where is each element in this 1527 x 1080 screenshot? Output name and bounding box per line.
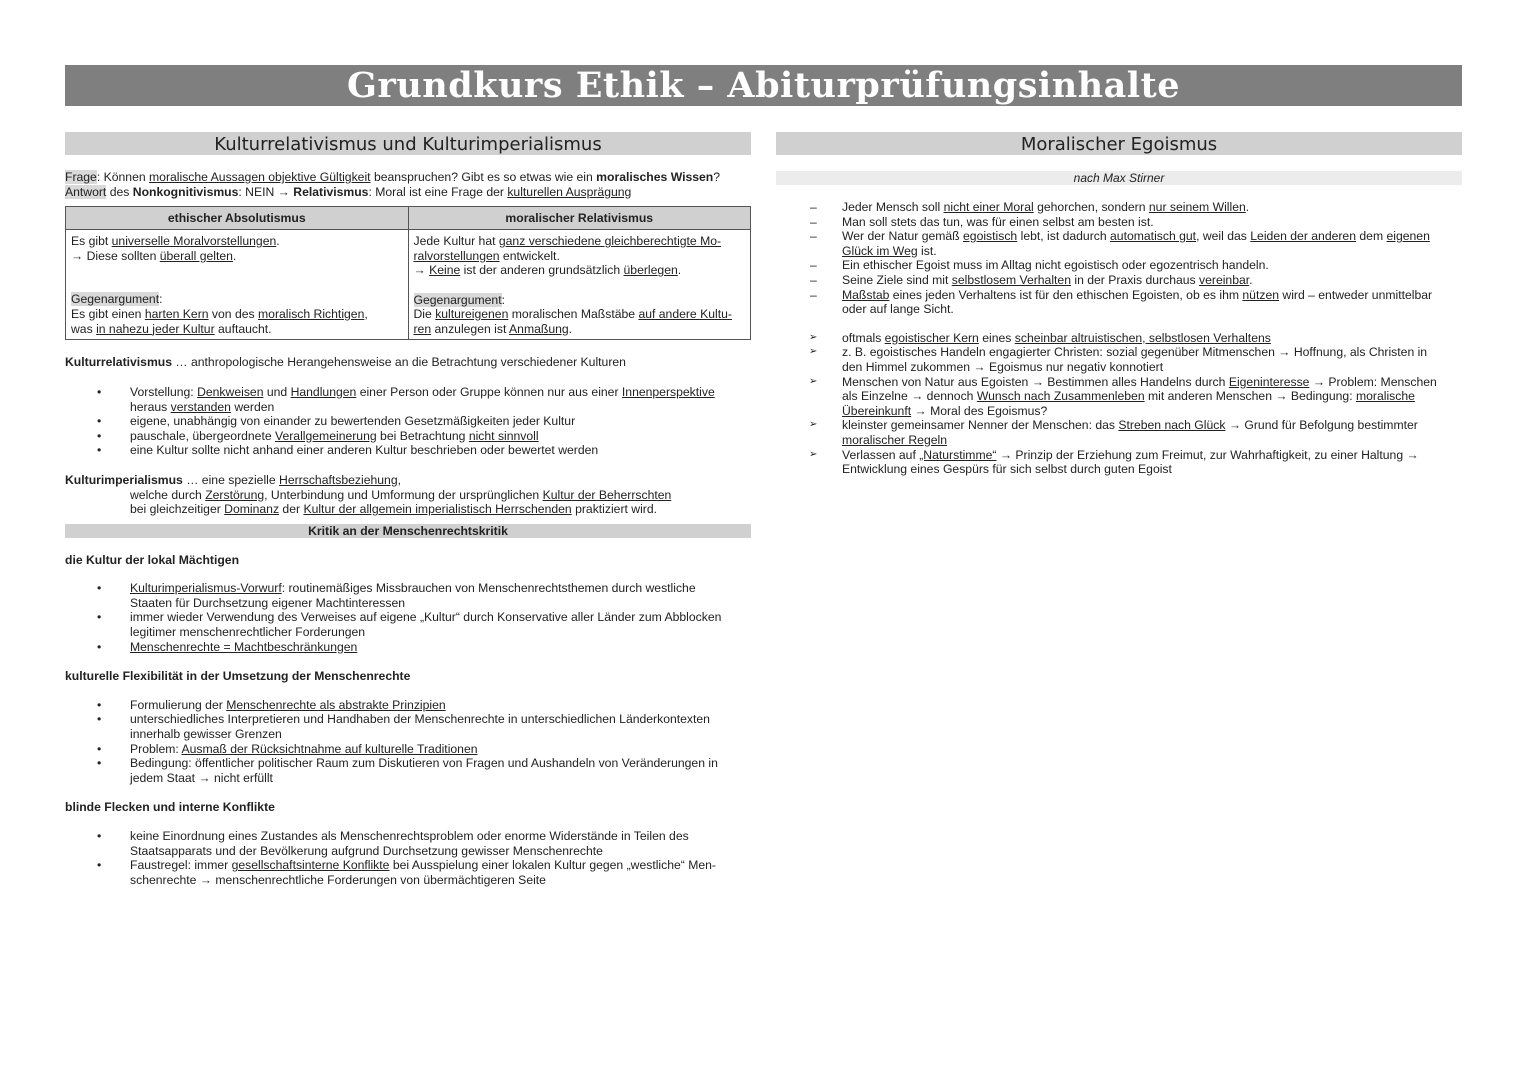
list-item bbox=[65, 581, 751, 610]
text: der bbox=[279, 502, 304, 517]
maechtige-list bbox=[65, 581, 751, 654]
text: nicht sinnvoll bbox=[468, 428, 539, 443]
text: welche durch bbox=[130, 487, 206, 502]
text: legitimer menschenrechtlicher Forderungen bbox=[130, 625, 366, 640]
list-item bbox=[65, 443, 751, 458]
text: nur seinem Willen bbox=[1148, 200, 1246, 214]
list-item bbox=[776, 215, 1462, 230]
list-item bbox=[65, 756, 751, 785]
text: Denkweisen bbox=[197, 384, 264, 399]
comparison-table bbox=[65, 206, 751, 340]
text: Ein ethischer Egoist muss im Alltag nicht egoistisch oder egozentrisch handeln. bbox=[842, 258, 1269, 273]
text: … anthropologische Herangehensweise an die Betrachtung verschiedener Kulturen bbox=[172, 355, 626, 370]
text: Kulturimperialismus bbox=[65, 472, 183, 487]
text: Man soll stets das tun, was für einen selbst am besten ist. bbox=[842, 214, 1154, 229]
text: werden bbox=[230, 399, 275, 414]
text: pauschale, übergeordnete bbox=[130, 428, 276, 443]
text: : bbox=[501, 292, 505, 307]
text: Problem: bbox=[130, 741, 182, 756]
text: nicht einer Moral bbox=[943, 200, 1034, 214]
list-item bbox=[65, 829, 751, 858]
group-heading-blinde-flecken: blinde Flecken und interne Konflikte bbox=[65, 800, 275, 815]
text: einer Person oder Gruppe können nur aus einer bbox=[356, 384, 622, 399]
text: Menschenrechte als abstrakte Prinzipien bbox=[226, 697, 446, 712]
text: Anmaßung bbox=[509, 321, 569, 336]
text: Kulturimperialismus-Vorwurf bbox=[130, 581, 282, 596]
text: ? bbox=[713, 170, 721, 184]
text: Jeder Mensch soll bbox=[842, 200, 944, 214]
text: : routinemäßiges Missbrauchen von Menschenrechtsthemen durch westliche bbox=[281, 581, 696, 596]
text: in der Praxis durchaus bbox=[1070, 272, 1200, 287]
text: moralischer Regeln bbox=[842, 432, 947, 447]
text: harten Kern bbox=[144, 306, 209, 321]
text: Es gibt bbox=[71, 234, 112, 249]
text: Staaten für Durchsetzung eigener Machtinteressen bbox=[130, 595, 406, 610]
text: Relativismus bbox=[293, 184, 369, 199]
text: vereinbar bbox=[1199, 272, 1250, 287]
text: Dominanz bbox=[224, 502, 280, 517]
text: dem bbox=[1356, 229, 1387, 244]
frage-line bbox=[65, 170, 751, 185]
text: keine Einordnung eines Zustandes als Menschenrechtsproblem oder enorme Widerstände in Teilen des bbox=[130, 829, 689, 843]
list-item bbox=[65, 698, 751, 713]
text: oder auf lange Sicht. bbox=[842, 302, 954, 317]
text: und bbox=[263, 384, 291, 399]
text: z. B. egoistisches Handeln engagierter Christen: sozial gegenüber Mitmenschen → Hoffnung, als Christen in bbox=[842, 345, 1428, 360]
text: : Moral ist eine Frage der bbox=[368, 184, 508, 199]
text: → Moral des Egoismus? bbox=[911, 403, 1048, 418]
text: Kulturrelativismus bbox=[65, 355, 173, 370]
section-title-egoismus: Moralischer Egoismus bbox=[776, 132, 1462, 155]
text: egoistischer Kern bbox=[884, 330, 979, 345]
text: . bbox=[1249, 272, 1253, 287]
text: eigenen bbox=[1386, 229, 1430, 244]
text: Verallgemeinerung bbox=[275, 428, 377, 443]
text: Herrschaftsbeziehung bbox=[279, 472, 398, 487]
text: wird – entweder unmittelbar bbox=[1279, 287, 1433, 302]
kulturimperialismus-definition bbox=[65, 473, 751, 517]
text: kulturellen Ausprägung bbox=[507, 184, 632, 199]
text: gehorchen, sondern bbox=[1033, 200, 1149, 214]
text: mit anderen Menschen → Bedingung: bbox=[1144, 389, 1356, 404]
text: Streben nach Glück bbox=[1118, 418, 1226, 433]
text: bei Betrachtung bbox=[376, 428, 469, 443]
text: beanspruchen? Gibt es so etwas wie ein bbox=[370, 170, 597, 184]
text: eigene, unabhängig von einander zu bewertenden Gesetzmäßigkeiten jeder Kultur bbox=[130, 414, 576, 429]
list-item bbox=[776, 288, 1462, 317]
text: → Grund für Befolgung bestimmter bbox=[1225, 418, 1418, 433]
text: egoistisch bbox=[963, 229, 1018, 244]
text: . bbox=[232, 248, 237, 263]
list-item bbox=[776, 345, 1462, 374]
text: … eine spezielle bbox=[182, 472, 280, 487]
text: praktiziert wird. bbox=[571, 502, 658, 517]
group-heading-maechtige: die Kultur der lokal Mächtigen bbox=[65, 552, 240, 567]
list-item bbox=[65, 742, 751, 757]
list-item bbox=[776, 273, 1462, 288]
text: Übereinkunft bbox=[842, 403, 912, 418]
text: , bbox=[397, 472, 401, 487]
text: Innenperspektive bbox=[621, 384, 715, 399]
flexibilitaet-list bbox=[65, 698, 751, 786]
text: Formulierung der bbox=[130, 697, 227, 712]
text: , bbox=[364, 306, 368, 321]
text: den Himmel zukommen → Egoismus nur negativ konnotiert bbox=[842, 359, 1164, 374]
frage-antwort bbox=[65, 170, 751, 199]
text: Glück im Weg bbox=[842, 243, 918, 258]
text: : Können bbox=[96, 170, 150, 184]
list-item bbox=[776, 200, 1462, 215]
text: Nonkognitivismus bbox=[132, 184, 239, 199]
text: auftaucht. bbox=[214, 321, 272, 336]
text: moralisches Wissen bbox=[596, 170, 714, 184]
text: gesellschaftsinterne Konflikte bbox=[231, 858, 390, 873]
text: . bbox=[1245, 200, 1250, 214]
list-item bbox=[65, 610, 751, 639]
text: . bbox=[568, 321, 573, 336]
text: eines bbox=[978, 330, 1015, 345]
list-item bbox=[776, 448, 1462, 477]
text: Es gibt einen bbox=[71, 306, 145, 321]
text: kleinster gemeinsamer Nenner der Menschen: das bbox=[842, 418, 1119, 433]
list-item bbox=[65, 712, 751, 741]
text: was bbox=[71, 321, 97, 336]
text: innerhalb gewisser Grenzen bbox=[130, 727, 282, 742]
section-title-kulturrelativismus: Kulturrelativismus und Kulturimperialismus bbox=[65, 132, 751, 155]
text: jedem Staat → nicht erfüllt bbox=[130, 770, 273, 785]
text: bei Ausspielung einer lokalen Kultur gegen „westliche“ Men- bbox=[389, 858, 716, 873]
list-item bbox=[776, 375, 1462, 419]
text: „Naturstimme“ bbox=[919, 447, 997, 462]
subtitle-stirner: nach Max Stirner bbox=[776, 171, 1462, 185]
text: lebt, ist dadurch bbox=[1017, 229, 1111, 244]
text: moralische bbox=[1356, 389, 1415, 404]
blinde-flecken-list bbox=[65, 829, 751, 887]
text: Vorstellung: bbox=[130, 384, 198, 399]
text: moralischen Maßstäbe bbox=[508, 307, 639, 322]
egoismus-arrow-list bbox=[776, 331, 1462, 477]
text: Zerstörung bbox=[205, 487, 265, 502]
right-column bbox=[776, 132, 1462, 477]
text: ganz verschiedene gleichberechtigte Mo- bbox=[498, 234, 722, 249]
text: Menschenrechte = Machtbeschränkungen bbox=[130, 639, 358, 654]
antwort-line bbox=[65, 185, 751, 200]
text: moralisch Richtigen bbox=[258, 306, 365, 321]
text: Keine bbox=[429, 263, 461, 278]
text: Staatsapparats und der Bevölkerung aufgrund Durchsetzung gewisser Menschenrechte bbox=[130, 843, 603, 858]
kulturrelativismus-list bbox=[65, 385, 751, 458]
text: Entwicklung eines Gespürs für sich selbst durch guten Egoist bbox=[842, 462, 1172, 477]
list-item bbox=[65, 640, 751, 655]
table-head-absolutismus: ethischer Absolutismus bbox=[66, 207, 409, 230]
text: Wunsch nach Zusammenleben bbox=[976, 389, 1145, 404]
text: Faustregel: immer bbox=[130, 858, 232, 873]
text: in nahezu jeder Kultur bbox=[96, 321, 215, 336]
egoismus-dash-list bbox=[776, 200, 1462, 317]
left-column bbox=[65, 132, 751, 887]
text: Handlungen bbox=[290, 384, 357, 399]
text: → bbox=[413, 263, 430, 278]
page-banner: Grundkurs Ethik – Abiturprüfungsinhalte bbox=[65, 65, 1462, 106]
kulturrelativismus-definition bbox=[65, 355, 751, 370]
text: → Diese sollten bbox=[71, 248, 160, 263]
text: ren bbox=[413, 321, 432, 336]
text: bei gleichzeitiger bbox=[130, 502, 225, 517]
text: überall gelten bbox=[159, 248, 233, 263]
text: von des bbox=[208, 306, 259, 321]
text: ist der anderen grundsätzlich bbox=[460, 263, 624, 278]
frage-label: Frage bbox=[65, 170, 97, 184]
text: Kultur der Beherrschten bbox=[542, 487, 672, 502]
text: eines jeden Verhaltens ist für den ethischen Egoisten, ob es ihm bbox=[889, 287, 1243, 302]
text: kultureigenen bbox=[435, 307, 509, 322]
text: Wer der Natur gemäß bbox=[842, 229, 964, 244]
text: ralvorstellungen bbox=[413, 248, 500, 263]
text: , weil das bbox=[1196, 229, 1251, 244]
text: Verlassen auf bbox=[842, 447, 920, 462]
text: Eigeninteresse bbox=[1228, 374, 1310, 389]
text: moralische Aussagen objektive Gültigkeit bbox=[149, 170, 371, 184]
kritik-heading: Kritik an der Menschenrechtskritik bbox=[65, 524, 751, 538]
text: entwickelt. bbox=[499, 248, 560, 263]
text: → Prinzip der Erziehung zum Freimut, zur Wahrhaftigkeit, zu einer Haltung → bbox=[996, 447, 1419, 462]
text: → Problem: Menschen bbox=[1309, 374, 1437, 389]
text: immer wieder Verwendung des Verweises auf eigene „Kultur“ durch Konservative aller Länder zum Abblocken bbox=[130, 610, 722, 625]
text: auf andere Kultu- bbox=[638, 307, 732, 322]
text: oftmals bbox=[842, 330, 885, 345]
text: Seine Ziele sind mit bbox=[842, 272, 952, 287]
text: Maßstab bbox=[842, 287, 890, 302]
text: : bbox=[159, 292, 163, 307]
text: Bedingung: öffentlicher politischer Raum zum Diskutieren von Fragen und Aushandeln von Veränderungen in bbox=[130, 756, 718, 771]
text: : NEIN → bbox=[238, 184, 294, 199]
text: verstanden bbox=[170, 399, 231, 414]
list-item bbox=[65, 429, 751, 444]
text: nützen bbox=[1242, 287, 1279, 302]
list-item bbox=[776, 258, 1462, 273]
list-item bbox=[65, 414, 751, 429]
gegenargument-label: Gegenargument bbox=[413, 292, 502, 307]
text: Kultur der allgemein imperialistisch Herrschenden bbox=[303, 502, 572, 517]
list-item bbox=[776, 418, 1462, 447]
list-item bbox=[776, 229, 1462, 258]
text: . bbox=[677, 263, 682, 278]
list-item bbox=[776, 331, 1462, 346]
text: anzulegen ist bbox=[431, 321, 510, 336]
text: universelle Moralvorstellungen bbox=[111, 234, 277, 249]
text: Jede Kultur hat bbox=[413, 234, 499, 249]
text: eine Kultur sollte nicht anhand einer anderen Kultur beschrieben oder bewertet werden bbox=[130, 443, 599, 458]
text: . bbox=[276, 234, 280, 249]
gegenargument-label: Gegenargument bbox=[71, 292, 160, 307]
antwort-label: Antwort bbox=[65, 184, 107, 199]
text: unterschiedliches Interpretieren und Handhaben der Menschenrechte in unterschiedlichen Länderkontexten bbox=[130, 712, 710, 727]
text: als Einzelne → dennoch bbox=[842, 389, 977, 404]
text: Die bbox=[413, 307, 436, 322]
list-item bbox=[65, 385, 751, 414]
text: Menschen von Natur aus Egoisten → Bestimmen alles Handelns durch bbox=[842, 374, 1229, 389]
text: schenrechte → menschenrechtliche Forderungen von übermächtigeren Seite bbox=[130, 872, 546, 887]
text: Leiden der anderen bbox=[1250, 229, 1356, 244]
text: Ausmaß der Rücksichtnahme auf kulturelle Traditionen bbox=[181, 741, 478, 756]
group-heading-flexibilitaet: kulturelle Flexibilität in der Umsetzung der Menschenrechte bbox=[65, 669, 411, 684]
table-cell-absolutismus bbox=[66, 230, 409, 340]
list-item bbox=[65, 858, 751, 887]
text: selbstlosem Verhalten bbox=[951, 272, 1071, 287]
table-cell-relativismus bbox=[408, 230, 751, 340]
text: scheinbar altruistischen, selbstlosen Verhaltens bbox=[1014, 330, 1271, 345]
text: ist. bbox=[917, 243, 937, 258]
text: des bbox=[106, 184, 133, 199]
text: überlegen bbox=[623, 263, 678, 278]
text: heraus bbox=[130, 399, 171, 414]
table-head-relativismus: moralischer Relativismus bbox=[408, 207, 751, 230]
text: , Unterbindung und Umformung der ursprünglichen bbox=[264, 487, 543, 502]
text: automatisch gut bbox=[1110, 229, 1197, 244]
